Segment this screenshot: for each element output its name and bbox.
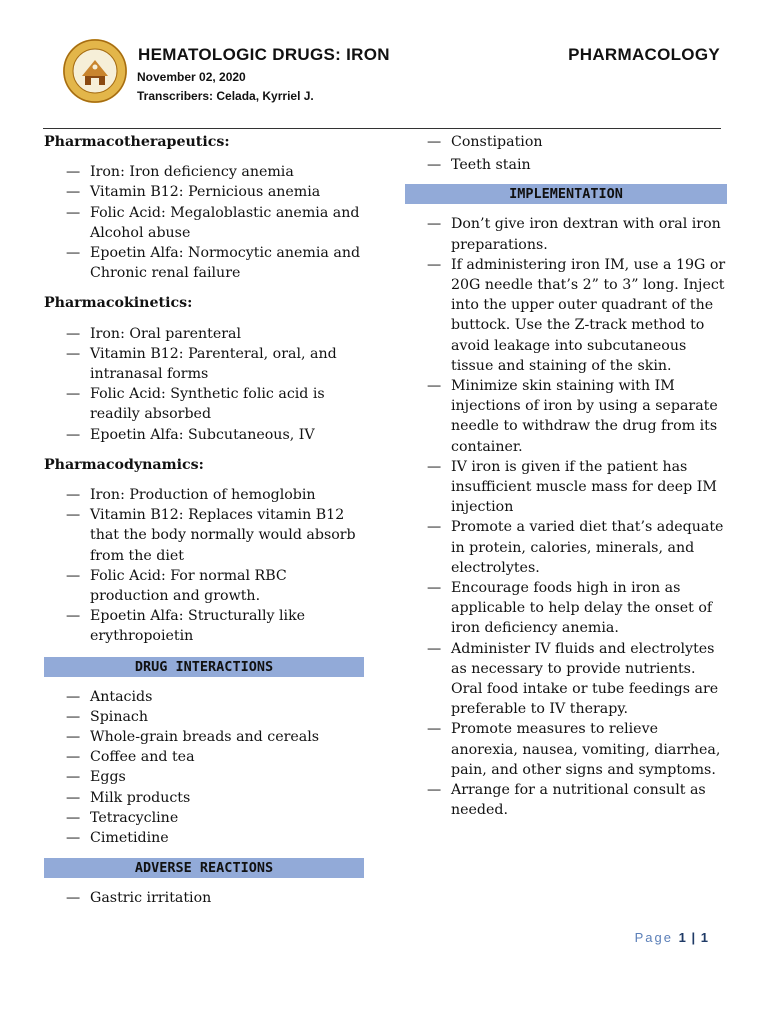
- list-item: — Promote measures to relieve anorexia, nausea, vomiting, diarrhea, pain, and other signs and symptoms.: [427, 721, 721, 778]
- page-number: 1: [678, 930, 686, 945]
- list-item: — Vitamin B12: Parenteral, oral, and intranasal forms: [66, 345, 337, 383]
- page-label: Page: [634, 930, 674, 945]
- list-item: — Iron: Production of hemoglobin: [66, 487, 316, 504]
- section-band-adverse-reactions: ADVERSE REACTIONS: [44, 858, 364, 878]
- list-item: — Milk products: [66, 789, 191, 806]
- list-item: — If administering iron IM, use a 19G or 20G needle that’s 2” to 3” long. Inject into the upper outer quadrant of the buttock. Use the Z-track method to avoid leakage into subcutaneous tissue and staining of the skin.: [427, 256, 726, 374]
- subject-title: PHARMACOLOGY: [568, 45, 720, 64]
- list-adverse-reactions-continued: [405, 132, 727, 175]
- page-total: 1: [700, 930, 708, 945]
- list-item: — Gastric irritation: [66, 890, 212, 907]
- list-item: — Tetracycline: [66, 809, 179, 826]
- header-divider: [43, 128, 721, 129]
- page-separator: |: [691, 930, 696, 945]
- list-item: — IV iron is given if the patient has insufficient muscle mass for deep IM injection: [427, 458, 717, 516]
- list-item: — Don’t give iron dextran with oral iron preparations.: [427, 216, 721, 253]
- page-footer: [635, 930, 708, 945]
- document-title: HEMATOLOGIC DRUGS: IRON: [138, 45, 390, 64]
- list-item: — Promote a varied diet that’s adequate in protein, calories, minerals, and electrolytes.: [427, 519, 724, 576]
- list-pharmacodynamics: [44, 485, 364, 647]
- list-item: — Epoetin Alfa: Subcutaneous, IV: [66, 426, 315, 443]
- list-item: — Iron: Oral parenteral: [66, 325, 242, 342]
- list-item: — Folic Acid: For normal RBC production and growth.: [66, 567, 287, 605]
- list-item: — Epoetin Alfa: Structurally like erythropoietin: [66, 608, 306, 645]
- list-item: — Folic Acid: Synthetic folic acid is readily absorbed: [66, 386, 325, 423]
- list-item: — Coffee and tea: [66, 749, 195, 766]
- heading-pharmacodynamics: Pharmacodynamics:: [44, 456, 204, 473]
- heading-pharmacokinetics: Pharmacokinetics:: [44, 295, 193, 312]
- list-item: — Iron: Iron deficiency anemia: [66, 164, 294, 181]
- list-adverse-reactions: [44, 888, 364, 908]
- list-item: — Arrange for a nutritional consult as needed.: [427, 782, 706, 819]
- heading-pharmacotherapeutics: Pharmacotherapeutics:: [44, 134, 230, 150]
- list-item: — Minimize skin staining with IM injections of iron by using a separate needle to withdraw the drug from its container.: [427, 378, 718, 455]
- list-item: — Whole-grain breads and cereals: [66, 729, 320, 746]
- list-item: — Eggs: [66, 769, 126, 786]
- list-item: — Folic Acid: Megaloblastic anemia and Alcohol abuse: [66, 204, 360, 241]
- list-item: — Administer IV fluids and electrolytes as necessary to provide nutrients. Oral food intake or tube feedings are preferable to IV therapy.: [427, 640, 719, 718]
- list-item: — Encourage foods high in iron as applicable to help delay the onset of iron deficiency anemia.: [427, 580, 713, 637]
- list-item: — Vitamin B12: Replaces vitamin B12 that the body normally would absorb from the diet: [66, 507, 356, 564]
- page-header: [0, 0, 768, 130]
- list-pharmacokinetics: [44, 324, 364, 445]
- list-item: — Cimetidine: [66, 830, 169, 847]
- list-item: — Teeth stain: [427, 157, 531, 174]
- list-item: — Constipation: [427, 134, 543, 150]
- list-pharmacotherapeutics: [44, 162, 364, 283]
- list-item: — Epoetin Alfa: Normocytic anemia and Chronic renal failure: [66, 245, 361, 282]
- lecture-date: November 02, 2020: [137, 70, 246, 84]
- university-seal-icon: [62, 38, 128, 104]
- list-item: — Vitamin B12: Pernicious anemia: [66, 184, 321, 201]
- section-band-drug-interactions: DRUG INTERACTIONS: [44, 657, 364, 677]
- list-item: — Spinach: [66, 708, 149, 725]
- list-item: — Antacids: [66, 688, 153, 705]
- right-column: [405, 132, 727, 821]
- list-implementation: [405, 214, 727, 820]
- list-drug-interactions: [44, 687, 364, 849]
- transcribers: Transcribers: Celada, Kyrriel J.: [137, 89, 314, 103]
- left-column: [44, 132, 364, 909]
- section-band-implementation: IMPLEMENTATION: [405, 184, 727, 204]
